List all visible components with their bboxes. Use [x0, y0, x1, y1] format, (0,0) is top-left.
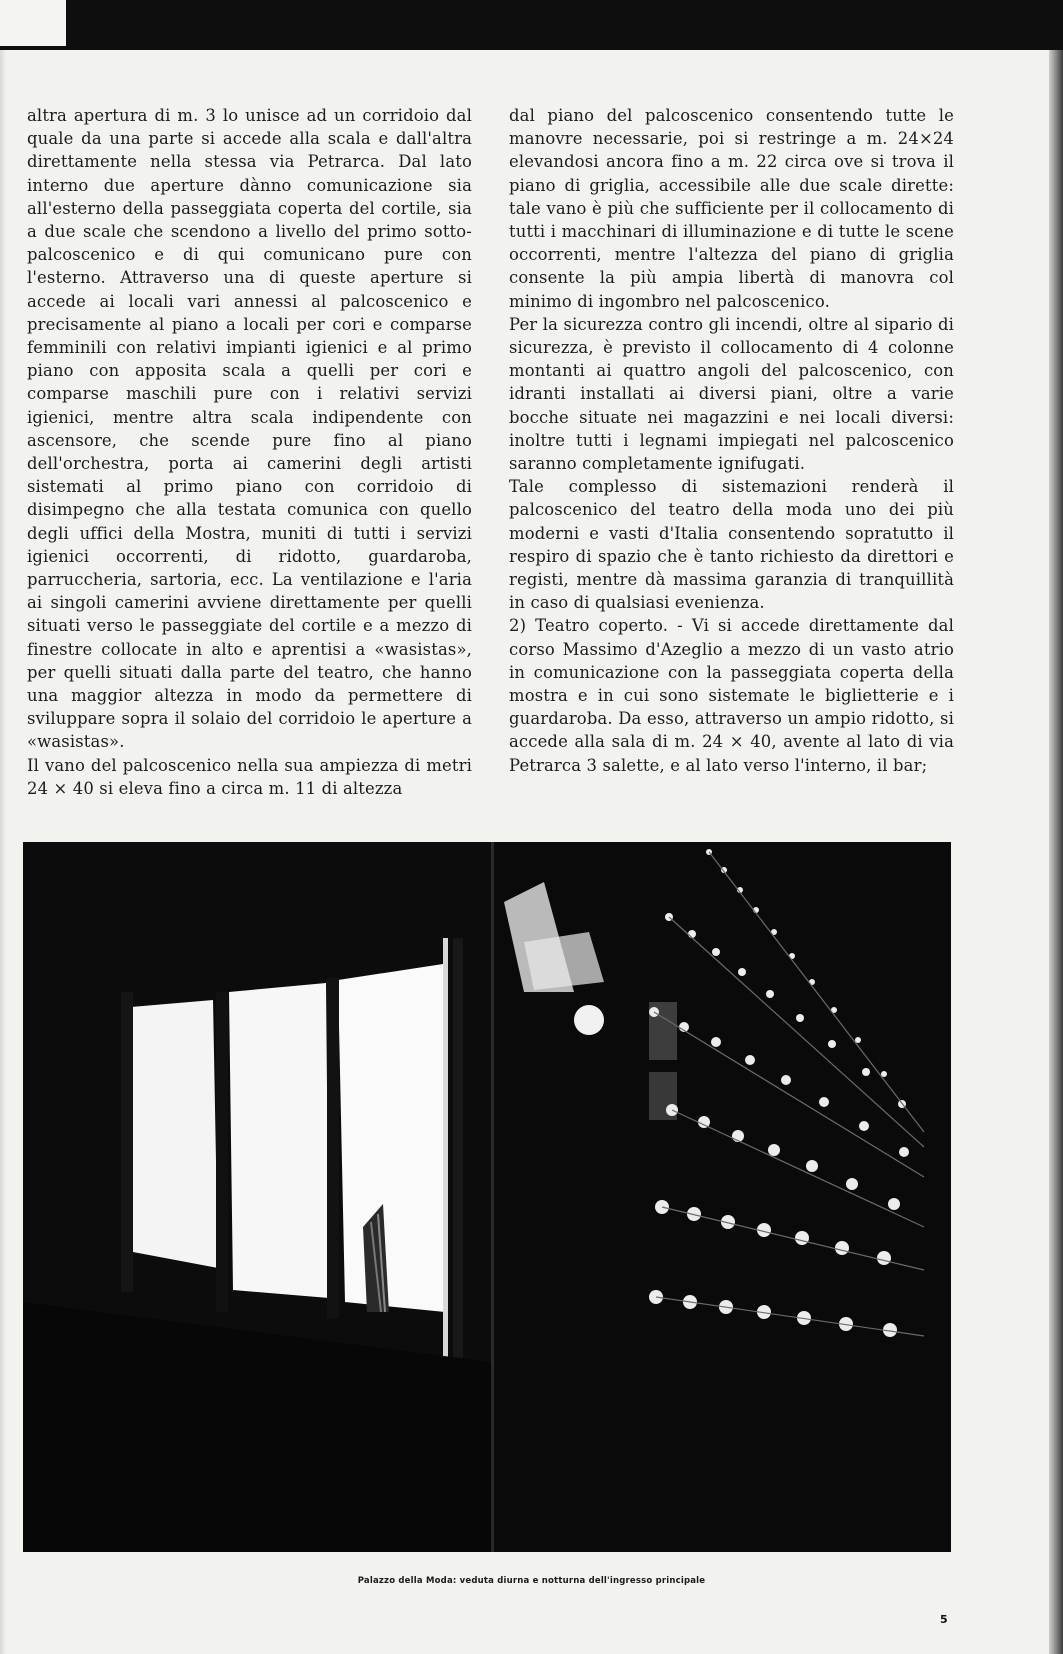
page-number: 5: [940, 1613, 948, 1626]
paragraph: altra apertura di m. 3 lo unisce ad un corridoio dal quale da una parte si accede alla scala e dall'altra direttamente nella stessa via Petrarca. Dal lato interno due aperture dànno comunicazione sia all'esterno della passeggiata coperta del cortile, sia a due scale che scendono a livello del primo sotto-palcoscenico e di qui comunicano pure con l'esterno. Attraverso una di queste aperture si accede ai locali vari annessi al palcoscenico e precisamente al piano a locali per cori e comparse femminili con relativi impianti igienici e al primo piano con apposita scala a quelli per cori e comparse maschili pure con i relativi servizi igienici, mentre altra scala indipendente con ascensore, che scende pure fino al piano dell'orchestra, porta ai camerini degli artisti sistemati al primo piano con corridoio di disimpegno che alla testata comunica con quello degli uffici della Mostra, muniti di tutti i servizi igienici occorrenti, di ridotto, guardaroba, parruccheria, sartoria, ecc. La ventilazione e l'aria ai singoli camerini avviene direttamente per quelli situati verso le passeggiate del cortile e a mezzo di finestre collocate in alto e aprentisi a «wasistas», per quelli situati dalla parte del teatro, che hanno una maggior altezza in modo da permettere di sviluppare sopra il solaio del corridoio le aperture a «wasistas».: [27, 106, 472, 752]
paragraph: dal piano del palcoscenico consentendo tutte le manovre necessarie, poi si restringe a m. 24×24 elevandosi ancora fino a m. 22 circa ove si trova il piano di griglia, accessibile alle due scale dirette: tale vano è più che sufficiente per il collocamento di tutti i macchinari di illuminazione e di tutte le scene occorrenti, mentre l'altezza del piano di griglia consente la più ampia libertà di manovra col minimo di ingombro nel palcoscenico.: [509, 106, 954, 311]
photo-caption: Palazzo della Moda: veduta diurna e notturna dell'ingresso principale: [357, 1576, 706, 1586]
page-right-edge: [1049, 50, 1063, 1654]
paragraph: Tale complesso di sistemazioni renderà il palcoscenico del teatro della moda uno dei più moderni e vasti d'Italia consentendo sopratutto il respiro di spazio che è tanto richiesto da direttori e registi, mentre dà massima garanzia di tranquillità in caso di qualsiasi evenienza.: [509, 477, 954, 613]
paragraph: Per la sicurezza contro gli incendi, oltre al sipario di sicurezza, è previsto il collocamento di 4 colonne montanti ai quattro angoli del palcoscenico, con idranti installati ai diversi piani, oltre a varie bocche situate nei magazzini e nei locali diversi: inoltre tutti i legnami impiegati nel palcoscenico saranno completamente ignifugati.: [509, 314, 954, 474]
paragraph: Il vano del palcoscenico nella sua ampiezza di metri 24 × 40 si eleva fino a circa m. 11 di altezza: [27, 755, 472, 798]
scan-corner-tab: [0, 0, 66, 46]
photo-night-entrance: [494, 842, 951, 1552]
night-photo-drawing: [494, 842, 951, 1552]
photo-day-entrance: [23, 842, 491, 1552]
text-column-left: [27, 104, 472, 800]
text-column-right: [509, 104, 954, 777]
photo-pair: [23, 842, 951, 1552]
page-left-edge: [0, 50, 6, 1654]
scan-top-border: [0, 0, 1063, 55]
day-photo-drawing: [23, 842, 491, 1552]
paragraph: 2) Teatro coperto. - Vi si accede direttamente dal corso Massimo d'Azeglio a mezzo di un vasto atrio in comunicazione con la passeggiata coperta della mostra e in cui sono sistemate le biglietterie e i guardaroba. Da esso, attraverso un ampio ridotto, si accede alla sala di m. 24 × 40, avente al lato di via Petrarca 3 salette, e al lato verso l'interno, il bar;: [509, 616, 954, 775]
